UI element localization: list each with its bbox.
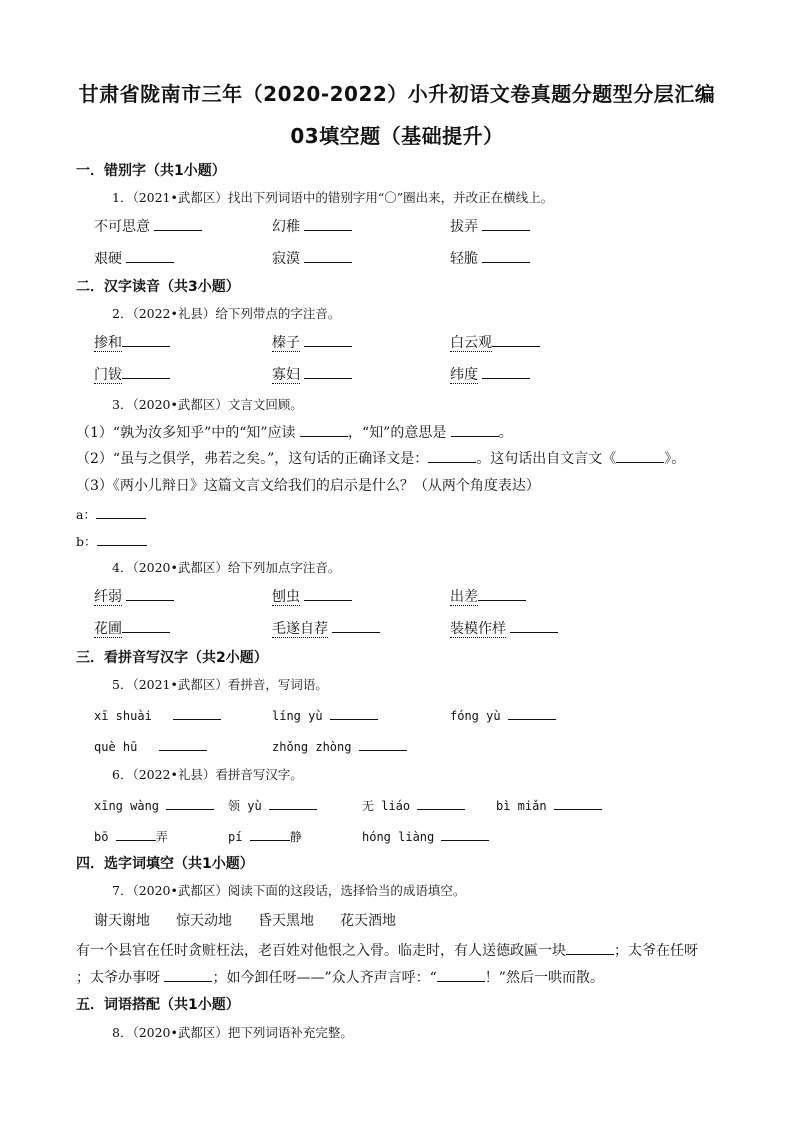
answer-blank[interactable]: [164, 967, 212, 982]
answer-blank[interactable]: [330, 705, 378, 720]
answer-blank[interactable]: [478, 586, 526, 601]
page-title-line2: 03填空题（基础提升）: [290, 124, 504, 148]
q5-item: fóng yù: [450, 705, 556, 723]
q1-item: 幻稚: [272, 216, 352, 236]
answer-blank[interactable]: [116, 826, 156, 841]
q5-item: líng yù: [272, 705, 378, 723]
answer-blank[interactable]: [304, 364, 352, 379]
answer-blank[interactable]: [451, 422, 499, 437]
q1-item: 不可思意: [94, 216, 202, 236]
section-heading-5: 五．词语搭配（共1小题）: [76, 997, 240, 1013]
answer-blank[interactable]: [166, 795, 214, 810]
section-heading-4: 四．选字词填空（共1小题）: [76, 856, 254, 872]
answer-blank[interactable]: [482, 216, 530, 231]
q1-item: 拔弄: [450, 216, 530, 236]
answer-blank[interactable]: [482, 364, 530, 379]
answer-blank[interactable]: [492, 332, 540, 347]
q5-item: xī shuài: [94, 705, 221, 723]
q3-part-2: （2）“虽与之俱学，弗若之矣。”，这句话的正确译文是： 。这句话出自文言文《 》。: [76, 448, 685, 468]
q2-item: 纬度: [450, 364, 530, 384]
q6-item: hóng liàng: [362, 826, 489, 844]
page-title-line1: 甘肃省陇南市三年（2020-2022）小升初语文卷真题分题型分层汇编: [78, 82, 716, 106]
q7-passage-line1: 有一个县官在任时贪赃枉法，老百姓对他恨之入骨。临走时，有人送德政匾一块 ；太爷在任呀: [76, 940, 698, 960]
question-5-prompt: 5．（2021•武都区）看拼音，写词语。: [112, 677, 328, 692]
q1-item: 艰硬: [94, 248, 174, 268]
q7-passage-line2: ；太爷办事呀 ；如今卸任呀——”众人齐声言呼：“ ！”然后一哄而散。: [76, 967, 604, 987]
answer-blank[interactable]: [154, 216, 202, 231]
answer-blank[interactable]: [122, 364, 170, 379]
q1-item: 轻脆: [450, 248, 530, 268]
q3-part-1: （1）“孰为汝多知乎”中的“知”应读 ，“知”的意思是 。: [76, 422, 513, 442]
q4-item: 刨虫: [272, 586, 352, 606]
q4-item: 纤弱: [94, 586, 174, 606]
section-heading-3: 三．看拼音写汉字（共2小题）: [76, 650, 268, 666]
answer-blank[interactable]: [437, 967, 485, 982]
q6-item: bō 弄: [94, 826, 168, 845]
q4-item: 出差: [450, 586, 526, 606]
q5-item: zhǒng zhòng: [272, 736, 407, 754]
q2-item: 掺和: [94, 332, 170, 352]
q7-option: 惊天动地: [176, 913, 232, 929]
answer-blank[interactable]: [359, 736, 407, 751]
question-2-prompt: 2．（2022•礼县）给下列带点的字注音。: [112, 306, 341, 321]
q4-item: 毛遂自荐: [272, 618, 380, 638]
question-4-prompt: 4．（2020•武都区）给下列加点字注音。: [112, 560, 341, 575]
answer-blank[interactable]: [417, 795, 465, 810]
answer-blank[interactable]: [97, 531, 147, 546]
answer-blank[interactable]: [126, 586, 174, 601]
q6-item: pí 静: [228, 826, 302, 845]
q7-option: 昏天黑地: [258, 913, 314, 929]
q5-item: què hū: [94, 736, 207, 754]
q2-item: 寡妇: [272, 364, 352, 384]
answer-blank[interactable]: [173, 705, 221, 720]
question-1-prompt: 1．（2021•武都区）找出下列词语中的错别字用“〇”圈出来，并改正在横线上。: [112, 190, 554, 205]
answer-blank[interactable]: [332, 618, 380, 633]
question-6-prompt: 6．（2022•礼县）看拼音写汉字。: [112, 767, 303, 782]
answer-blank[interactable]: [441, 826, 489, 841]
answer-blank[interactable]: [482, 248, 530, 263]
section-heading-2: 二．汉字读音（共3小题）: [76, 279, 240, 295]
answer-blank[interactable]: [304, 332, 352, 347]
answer-blank[interactable]: [126, 248, 174, 263]
answer-blank[interactable]: [304, 216, 352, 231]
q2-item: 白云观: [450, 332, 540, 352]
answer-blank[interactable]: [122, 332, 170, 347]
q6-item: 无 liáo: [362, 795, 465, 814]
answer-blank[interactable]: [554, 795, 602, 810]
answer-blank[interactable]: [510, 618, 558, 633]
q4-item: 花圃: [94, 618, 170, 638]
answer-blank[interactable]: [428, 448, 476, 463]
question-8-prompt: 8．（2020•武都区）把下列词语补充完整。: [112, 1025, 353, 1040]
q2-item: 榛子: [272, 332, 352, 352]
answer-blank[interactable]: [300, 422, 348, 437]
q3-answer-a: a：: [76, 504, 146, 523]
q2-item: 门钹: [94, 364, 170, 384]
answer-blank[interactable]: [159, 736, 207, 751]
q3-answer-b: b：: [76, 531, 147, 550]
q6-item: xīng wàng: [94, 795, 214, 813]
q4-item: 装模作样: [450, 618, 558, 638]
answer-blank[interactable]: [304, 248, 352, 263]
answer-blank[interactable]: [566, 940, 614, 955]
q7-option: 谢天谢地: [94, 913, 150, 929]
q7-option: 花天酒地: [340, 913, 396, 929]
question-7-prompt: 7．（2020•武都区）阅读下面的这段话，选择恰当的成语填空。: [112, 883, 466, 898]
answer-blank[interactable]: [269, 795, 317, 810]
answer-blank[interactable]: [616, 448, 664, 463]
q6-item: 领 yù: [228, 795, 317, 814]
section-heading-1: 一．错别字（共1小题）: [76, 163, 226, 179]
q3-part-3: （3）《两小儿辩日》这篇文言文给我们的启示是什么？（从两个角度表达）: [76, 478, 540, 494]
q6-item: bì miǎn: [496, 795, 602, 813]
answer-blank[interactable]: [122, 618, 170, 633]
question-3-prompt: 3．（2020•武都区）文言文回顾。: [112, 397, 303, 412]
answer-blank[interactable]: [508, 705, 556, 720]
answer-blank[interactable]: [304, 586, 352, 601]
answer-blank[interactable]: [96, 504, 146, 519]
q1-item: 寂漠: [272, 248, 352, 268]
answer-blank[interactable]: [250, 826, 290, 841]
